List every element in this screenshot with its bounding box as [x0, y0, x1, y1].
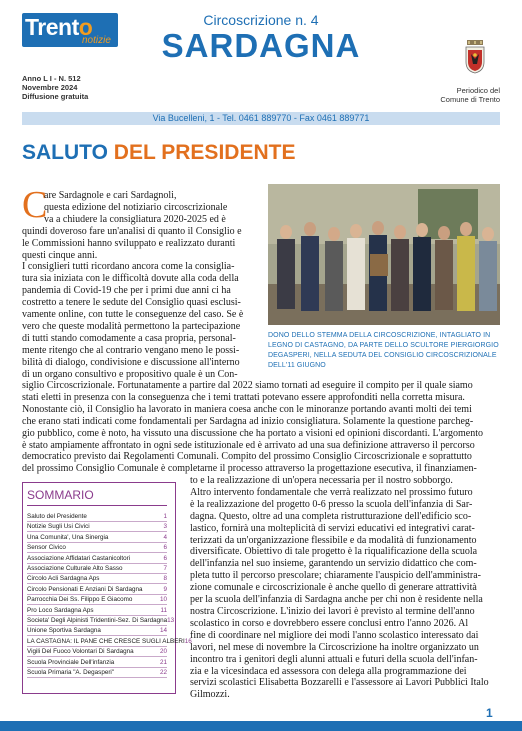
- logo-text: Trento: [25, 14, 93, 40]
- sommario-item-page: 16: [184, 637, 192, 645]
- sommario-item[interactable]: [27, 554, 167, 564]
- sommario-item-page: 10: [159, 596, 167, 604]
- sommario-item-label: Vigili Del Fuoco Volontari Di Sardagna: [27, 648, 134, 656]
- sommario-item[interactable]: [27, 512, 167, 522]
- text-line: servizi scolastici Elisabetta Bozzarelli e l'assessore ai Lavori Pubblici Italo: [190, 677, 489, 689]
- circoscrizione-number: Circoscrizione n. 4: [203, 12, 319, 28]
- text-line: are Sardagnole e cari Sardagnoli,: [44, 190, 177, 201]
- text-line: per la scuola dell'infanzia di Sardagna anche per chi non è residente nella: [190, 594, 483, 606]
- text-line: costretto a tenere le sedute del Consiglio quasi esclusi-: [22, 297, 241, 309]
- text-line: stati eletti in presenza con la conseguenza che i temi trattati potevano essere approfonditi nella corretta misura.: [22, 391, 465, 403]
- sommario-item-page: 9: [163, 585, 167, 593]
- photo-caption: DONO DELLO STEMMA DELLA CIRCOSCRIZIONE, INTAGLIATO IN LEGNO DI CASTAGNO, DA PARTE DELLO SCULTORE PIERGIORGIO DEGASPERI, NELLA SEDUTA DEL CONSIGLIO CIRCOSCRIZIONALE DELL'11 GIUGNO: [268, 332, 499, 369]
- sommario-item-label: Circolo Pensionati E Anziani Di Sardagna: [27, 585, 143, 593]
- text-line: I consiglieri tutti ricordano ancora come la consiglia-: [22, 261, 235, 273]
- text-line: Nonostante ciò, il Consiglio ha lavorato in maniera coesa anche con le minoranze portando avanti molti dei temi: [22, 403, 472, 415]
- sommario-item-label: Pro Loco Sardagna Aps: [27, 606, 94, 614]
- sommario-item[interactable]: [27, 606, 167, 616]
- sommario-title: SOMMARIO: [27, 488, 94, 502]
- text-line: è stato ampiamente affrontato in ogni sede istituzionale ed è arrivato ad una sua definizione attraverso il percorso: [22, 439, 475, 451]
- logo-subtitle: notizie: [82, 35, 111, 46]
- text-line: tura sia iniziata con le difficoltà dovute alla coda della: [22, 273, 239, 285]
- sommario-item[interactable]: [27, 585, 167, 595]
- sommario-item-page: 20: [159, 648, 167, 656]
- text-line: scolastico in corso e dovrebbero essere conclusi entro l'anno 2026. Al: [190, 617, 469, 629]
- sommario-item-label: Associazione Culturale Alto Sasso: [27, 565, 123, 572]
- text-line: incontro tra i genitori degli alunni attuali e futuri della scuola dell'infan-: [190, 653, 478, 665]
- sommario-item-label: Scuola Provinciale Dell'infanzia: [27, 658, 115, 666]
- comune-crest-icon: [464, 40, 486, 74]
- sommario-item-page: 21: [159, 658, 167, 666]
- text-line: del prossimo Consiglio Comunale è completarne il processo attraverso la progettazione esecutiva, il finanziamen-: [22, 463, 477, 475]
- text-line: questa edizione del notiziario circoscrizionale: [44, 201, 228, 213]
- sommario-item[interactable]: [27, 647, 167, 657]
- text-line: di un organo consultivo e propositivo quale è un Con-: [22, 368, 238, 380]
- text-line: fine di coordinare nel migliore dei modi l'anno scolastico interessato dai: [190, 629, 479, 641]
- text-line: to e la realizzazione di un'opera necessaria per il nostro sobborgo.: [190, 475, 453, 486]
- sommario-item-page: 14: [159, 627, 167, 635]
- text-line: Gilmozzi.: [190, 689, 230, 701]
- text-line: va a chiudere la consigliatura 2020-2025 ed è: [44, 213, 226, 225]
- sommario-item-page: 7: [163, 565, 167, 572]
- drop-cap: C: [22, 184, 48, 226]
- sommario-item-page: 6: [163, 544, 167, 552]
- sommario-item[interactable]: [27, 564, 167, 574]
- sommario-item[interactable]: [27, 522, 167, 532]
- sommario-item[interactable]: [27, 616, 175, 626]
- sommario-item[interactable]: [27, 626, 167, 636]
- sommario-item-label: Scuola Primaria "A. Degasperi": [27, 669, 115, 676]
- article-full-width-text: [22, 380, 500, 475]
- sommario-item-label: Societa' Degli Alpinisti Tridentini-Sez. Di Sardagna: [27, 617, 168, 624]
- sommario-item-page: 4: [163, 533, 167, 541]
- text-line: zia e la vicesindaca ed assessora con delega alla programmazione dei: [190, 665, 467, 677]
- article-column-text: [22, 190, 262, 381]
- text-line: bilità di dialogo, condivisione e discussione all'interno: [22, 356, 240, 368]
- text-line: dagna. Questo, oltre ad una completa ristrutturazione dell'edificio sco-: [190, 510, 472, 522]
- council-group-photo: [268, 184, 500, 325]
- text-line: questi cinque anni.: [22, 249, 98, 261]
- article-title: SALUTO DEL PRESIDENTE: [22, 141, 296, 164]
- text-line: Altro intervento fondamentale che verrà realizzato nel prossimo futuro: [190, 486, 473, 498]
- sommario-item-page: 6: [163, 554, 167, 562]
- sommario-item-page: 1: [163, 513, 167, 520]
- text-line: pandemia di Covid-19 che per i primi due anni ci ha: [22, 285, 231, 297]
- sommario-item[interactable]: [27, 533, 167, 543]
- circoscrizione-name: SARDAGNA: [161, 27, 361, 64]
- address-bar: Via Bucelleni, 1 - Tel. 0461 889770 - Fax 0461 889771: [22, 112, 500, 125]
- text-line: lastico, fornirà una molteplicità di servizi educativi ed integrativi carat-: [190, 522, 475, 534]
- text-line: vamente online, con tutte le conseguenze del caso. Se è: [22, 309, 244, 321]
- sommario-item-page: 22: [159, 669, 167, 676]
- sommario-item-label: Unione Sportiva Sardagna: [27, 627, 101, 635]
- text-line: diversificate. Obiettivo di tale progetto è la riqualificazione della scuola: [190, 546, 478, 558]
- text-line: quindi doveroso fare un'analisi di quanto il Consiglio e: [22, 225, 242, 237]
- sommario-item-label: Notizie Sugli Usi Civici: [27, 523, 90, 531]
- sommario-item-label: Saluto del Presidente: [27, 513, 87, 520]
- text-line: pleta tutto il percorso prescolare; chiaramente l'auspicio dell'amministra-: [190, 570, 481, 582]
- text-line: dell'infanzia nel suo insieme, garantendo un servizio didattico che com-: [190, 558, 477, 570]
- footer-bar: [0, 721, 522, 731]
- text-line: zione comunale e circoscrizionale è anche quello di generare attrattività: [190, 582, 477, 594]
- sommario-item-label: Una Comunita', Una Sinergia: [27, 533, 109, 541]
- text-line: di tutti stando comodamente a casa propria, personal-: [22, 332, 236, 344]
- periodico-info: Periodico del Comune di Trento: [440, 86, 500, 104]
- sommario-item-page: 8: [163, 575, 167, 583]
- sommario-item-page: 11: [160, 606, 167, 614]
- text-line: lavori, nel mese di novembre la Circoscrizione ha inoltre organizzato un: [190, 641, 479, 653]
- text-line: è la realizzazione del progetto 0-6 presso la scuola dell'infanzia di Sar-: [190, 498, 473, 510]
- sommario-item-label: LA CASTAGNA: IL PANE CHE CRESCE SUGLI ALBERI: [27, 637, 185, 645]
- sommario-item[interactable]: [27, 658, 167, 668]
- issue-info: Anno L I - N. 512 Novembre 2024 Diffusione gratuita: [22, 74, 89, 101]
- sommario-item-label: Parrocchia Dei Ss. Filippo E Giacomo: [27, 596, 133, 604]
- text-line: mente ritengo che al contrario vengano meno le possi-: [22, 344, 240, 356]
- article-right-column-text: [190, 475, 500, 701]
- sommario-item[interactable]: [27, 543, 167, 553]
- text-line: le Commissioni hanno sviluppato e realizzato duranti: [22, 237, 236, 249]
- text-line: siglio Circoscrizionale. Fortunatamente a partire dal 2022 siamo tornati ad eseguire il compito per il quale siamo: [22, 380, 473, 391]
- sommario-item-label: Circolo Acli Sardagna Aps: [27, 575, 100, 583]
- council-photo: [268, 184, 500, 325]
- sommario-item-page: 13: [167, 617, 175, 624]
- page-number: 1: [486, 706, 493, 720]
- text-line: gio pubblico, come è noto, ha vissuto una discussione che ha portato a visioni ed opinioni discordanti. L'argomento: [22, 427, 483, 439]
- sommario-item-label: Sensor Civico: [27, 544, 66, 552]
- text-line: terizzati da un'organizzazione flessibile e da modalità di funzionamento: [190, 534, 477, 546]
- sommario-item[interactable]: [27, 637, 192, 647]
- sommario-item[interactable]: [27, 595, 167, 605]
- sommario-item[interactable]: [27, 668, 167, 678]
- sommario-divider: [27, 505, 167, 506]
- text-line: vero che queste modalità permettono la partecipazione: [22, 320, 241, 332]
- text-line: che erano stati indicati come fondamentali per Sardagna ad inizio consigliatura. Solamente la questione parcheg-: [22, 415, 474, 427]
- sommario-item-label: Associazione Affidatari Castanicoltori: [27, 554, 131, 562]
- sommario-item[interactable]: [27, 574, 167, 584]
- text-line: democratico previsto dai Regolamenti Comunali. Compito del prossimo Consiglio Circoscrizionale e soprattutto: [22, 451, 472, 463]
- text-line: nostra Circoscrizione. L'inizio dei lavori è previsto al termine dell'anno: [190, 605, 475, 617]
- sommario-item-page: 3: [163, 523, 167, 531]
